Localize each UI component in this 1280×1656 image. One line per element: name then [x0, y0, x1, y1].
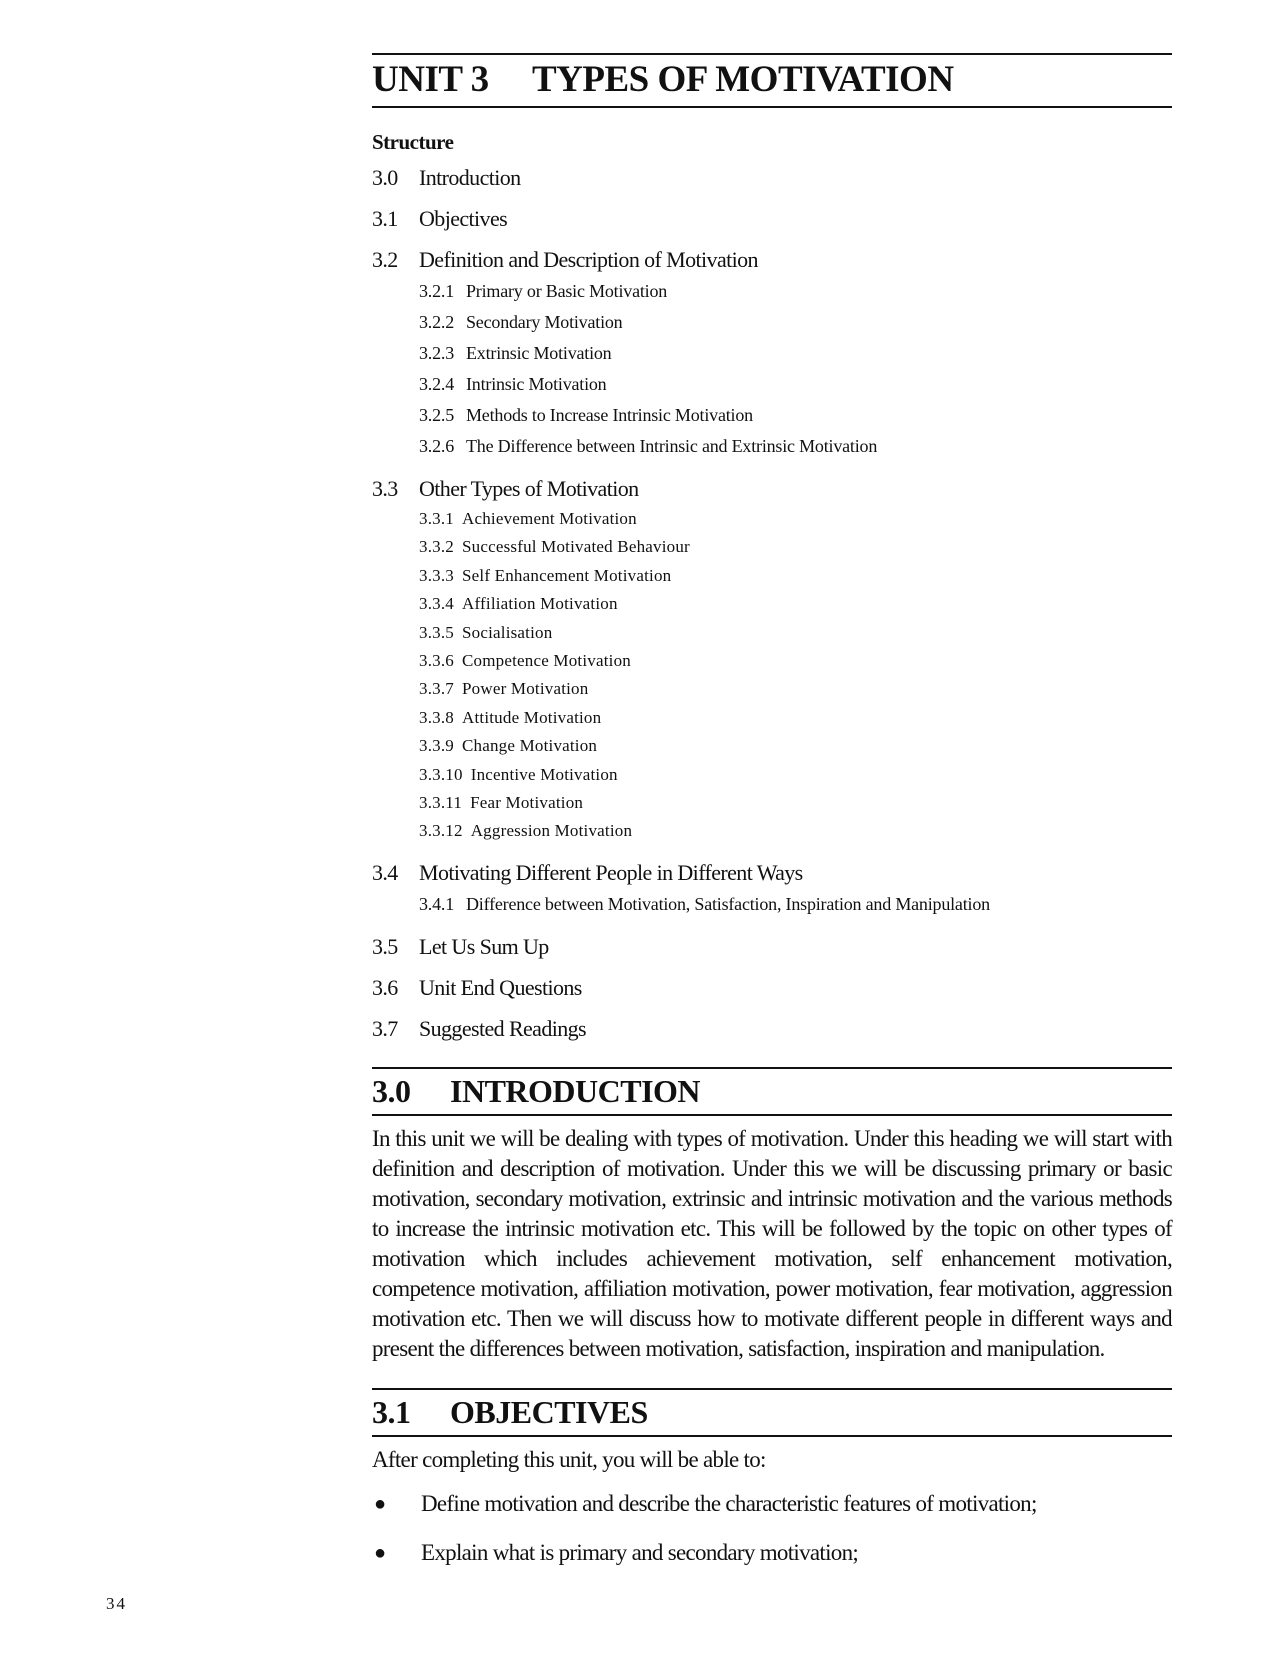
- toc-subitem: [419, 307, 1172, 338]
- objectives-number: 3.1: [372, 1393, 411, 1430]
- toc-subitem-number: 3.3.2: [419, 537, 454, 557]
- toc-subitem-label: Fear Motivation: [470, 793, 584, 813]
- toc-item-number: 3.5: [372, 933, 398, 959]
- toc-item-label: Objectives: [419, 206, 508, 231]
- toc-item: [372, 245, 1172, 274]
- toc-subitem-label: Secondary Motivation: [466, 312, 623, 332]
- toc-subitem: [419, 761, 1172, 789]
- toc-subitem-number: 3.3.12: [419, 821, 463, 841]
- toc-item: [372, 932, 1172, 961]
- toc-subitem-label: The Difference between Intrinsic and Extrinsic Motivation: [466, 436, 878, 456]
- objective-text: Explain what is primary and secondary motivation;: [421, 1539, 859, 1565]
- toc-subitem-label: Attitude Motivation: [462, 707, 602, 727]
- toc-subitem-number: 3.3.1: [419, 509, 454, 528]
- toc-subitem-label: Competence Motivation: [462, 651, 631, 671]
- toc-subitem-number: 3.3.9: [419, 736, 454, 756]
- toc-subitem: [419, 889, 1172, 920]
- toc-item-label: Other Types of Motivation: [419, 476, 639, 501]
- toc-subitem-number: 3.3.8: [419, 707, 454, 727]
- structure-label: Structure: [372, 130, 454, 154]
- toc-subitem: [419, 338, 1172, 369]
- objectives-lead: After completing this unit, you will be able to:: [372, 1446, 766, 1472]
- toc-subitem-label: Affiliation Motivation: [462, 594, 618, 614]
- toc-subitem-number: 3.4.1: [419, 893, 455, 914]
- toc-subitem-label: Incentive Motivation: [470, 764, 618, 784]
- introduction-paragraph: In this unit we will be dealing with types of motivation. Under this heading we will start with definition and description of motivation. Under this we will be discussing primary or basic motivation, secondary motivation, extrinsic and intrinsic motivation and the various methods to increase the intrinsic motivation etc. This will be followed by the topic on other types of motivation which includes achievement motivation, self enhancement motivation, competence motivation, affiliation motivation, power motivation, fear motivation, aggression motivation etc. Then we will discuss how to motivate different people in different ways and present the differences between motivation, satisfaction, inspiration and manipulation.: [372, 1125, 1172, 1361]
- toc-item: [372, 163, 1172, 192]
- toc-subsection-group: [372, 889, 1172, 920]
- toc-subitem: [419, 789, 1172, 817]
- toc-subitem-number: 3.2.2: [419, 312, 455, 332]
- toc-subitem: [419, 675, 1172, 703]
- toc-subitem-label: Change Motivation: [462, 736, 598, 756]
- toc-item-label: Motivating Different People in Different Ways: [419, 859, 803, 885]
- table-of-contents: [372, 163, 1172, 1043]
- toc-item-number: 3.2: [372, 247, 398, 272]
- toc-subitem-label: Socialisation: [462, 622, 553, 642]
- toc-subsection-group: [372, 276, 1172, 462]
- toc-subitem: [419, 400, 1172, 431]
- objectives-list: [372, 1489, 1172, 1568]
- toc-subitem-label: Self Enhancement Motivation: [462, 565, 672, 585]
- toc-item: [372, 973, 1172, 1002]
- toc-item: [372, 1014, 1172, 1043]
- toc-subitem: [419, 704, 1172, 732]
- toc-subitem: [419, 276, 1172, 307]
- toc-subitem-number: 3.3.10: [419, 764, 463, 784]
- toc-subitem: [419, 619, 1172, 647]
- toc-subitem-number: 3.3.11: [419, 793, 463, 813]
- toc-subitem-number: 3.2.5: [419, 405, 455, 425]
- toc-subitem-number: 3.2.6: [419, 436, 455, 456]
- toc-item-label: Definition and Description of Motivation: [419, 247, 758, 272]
- objectives-title: OBJECTIVES: [450, 1393, 648, 1430]
- toc-item-label: Let Us Sum Up: [419, 933, 549, 959]
- toc-item: [372, 474, 1172, 503]
- toc-subitem-number: 3.3.3: [419, 565, 454, 585]
- toc-item-number: 3.4: [372, 859, 398, 885]
- toc-subitem: [419, 647, 1172, 675]
- toc-item-number: 3.0: [372, 165, 398, 190]
- toc-subitem: [419, 533, 1172, 561]
- toc-item-number: 3.6: [372, 974, 398, 1000]
- toc-subitem-number: 3.3.4: [419, 594, 454, 614]
- objective-text: Define motivation and describe the characteristic features of motivation;: [421, 1490, 1037, 1516]
- toc-subitem: [419, 505, 1172, 533]
- toc-subitem-label: Intrinsic Motivation: [466, 374, 607, 394]
- toc-subitem-label: Successful Motivated Behaviour: [462, 537, 690, 557]
- toc-sublist: [419, 505, 1172, 846]
- toc-subitem: [419, 431, 1172, 462]
- page-content: [372, 53, 1172, 1587]
- toc-subsection-group: [372, 505, 1172, 846]
- objective-item: [372, 1538, 1172, 1568]
- toc-subitem-number: 3.2.4: [419, 374, 455, 394]
- toc-subitem-number: 3.3.7: [419, 679, 454, 699]
- toc-subitem-label: Power Motivation: [462, 679, 589, 699]
- toc-subitem: [419, 732, 1172, 760]
- unit-number: UNIT 3: [372, 59, 489, 100]
- toc-item-number: 3.1: [372, 206, 398, 231]
- objectives-heading: [372, 1388, 1172, 1437]
- toc-subitem-label: Primary or Basic Motivation: [466, 281, 668, 301]
- toc-subitem-label: Methods to Increase Intrinsic Motivation: [466, 405, 753, 425]
- toc-item-number: 3.7: [372, 1015, 398, 1041]
- toc-item-label: Suggested Readings: [419, 1015, 587, 1041]
- toc-subitem: [419, 562, 1172, 590]
- toc-subitem-label: Achievement Motivation: [462, 509, 637, 528]
- objective-item: [372, 1489, 1172, 1519]
- toc-subitem-number: 3.2.1: [419, 281, 455, 301]
- toc-subitem-number: 3.2.3: [419, 343, 455, 363]
- toc-item-label: Introduction: [419, 165, 521, 190]
- bullet-icon: ●: [374, 1492, 386, 1515]
- toc-subitem-label: Difference between Motivation, Satisfaction, Inspiration and Manipulation: [466, 893, 990, 914]
- toc-subitem-number: 3.3.5: [419, 622, 454, 642]
- toc-subitem-label: Aggression Motivation: [470, 821, 633, 841]
- unit-title: [372, 55, 1172, 108]
- toc-subitem-label: Extrinsic Motivation: [466, 343, 612, 363]
- toc-item: [372, 204, 1172, 233]
- toc-item-number: 3.3: [372, 476, 398, 501]
- toc-sublist: [419, 889, 1172, 920]
- toc-subitem: [419, 369, 1172, 400]
- unit-name: TYPES OF MOTIVATION: [532, 59, 954, 100]
- toc-subitem: [419, 590, 1172, 618]
- toc-sublist: [419, 276, 1172, 462]
- page-number: 34: [106, 1594, 127, 1613]
- bullet-icon: ●: [374, 1541, 386, 1564]
- toc-subitem: [419, 817, 1172, 845]
- introduction-title: INTRODUCTION: [450, 1072, 701, 1109]
- toc-subitem-number: 3.3.6: [419, 651, 454, 671]
- toc-item-label: Unit End Questions: [419, 974, 582, 1000]
- introduction-number: 3.0: [372, 1072, 411, 1109]
- introduction-heading: [372, 1067, 1172, 1116]
- toc-item: [372, 858, 1172, 887]
